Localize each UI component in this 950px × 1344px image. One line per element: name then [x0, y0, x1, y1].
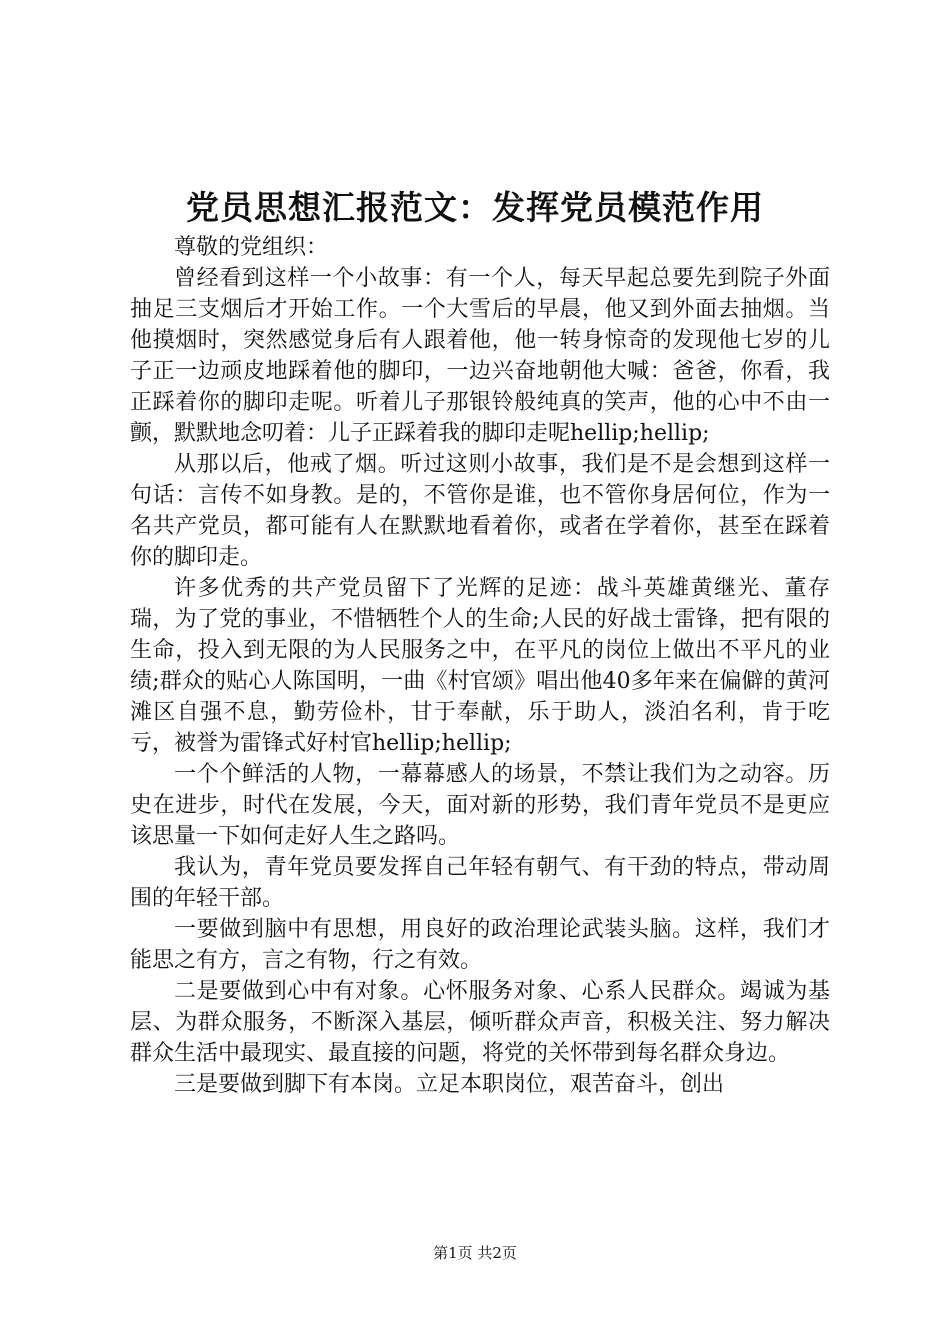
page-title: 党员思想汇报范文：发挥党员模范作用: [186, 188, 764, 227]
paragraph-1: 曾经看到这样一个小故事：有一个人，每天早起总要先到院子外面抽足三支烟后才开始工作。一个大雪后的早晨，他又到外面去抽烟。当他摸烟时，突然感觉身后有人跟着他，他一转身惊奇的发现他七岁的儿子正一边顽皮地踩着他的脚印，一边兴奋地朝他大喊：爸爸，你看，我正踩着你的脚印走呢。听着儿子那银铃般纯真的笑声，他的心中不由一颤，默默地念叨着：儿子正踩着我的脚印走呢hellip;hellip;: [130, 266, 830, 446]
paragraph-3: 许多优秀的共产党员留下了光辉的足迹：战斗英雄黄继光、董存瑞，为了党的事业，不惜牺牲个人的生命;人民的好战士雷锋，把有限的生命，投入到无限的为人民服务之中，在平凡的岗位上做出不平凡的业绩;群众的贴心人陈国明，一曲《村官颂》唱出他40多年来在偏僻的黄河滩区自强不息，勤劳俭朴，甘于奉献，乐于助人，淡泊名利，肯于吃亏，被誉为雷锋式好村官hellip;hellip;: [130, 576, 830, 756]
document-body: [130, 232, 830, 1100]
paragraph-6: 一要做到脑中有思想，用良好的政治理论武装头脑。这样，我们才能思之有方，言之有物，行之有效。: [130, 917, 830, 973]
paragraph-4: 一个个鲜活的人物，一幕幕感人的场景，不禁让我们为之动容。历史在进步，时代在发展，今天，面对新的形势，我们青年党员不是更应该思量一下如何走好人生之路吗。: [130, 762, 830, 849]
paragraph-2: 从那以后，他戒了烟。听过这则小故事，我们是不是会想到这样一句话：言传不如身教。是的，不管你是谁，也不管你身居何位，作为一名共产党员，都可能有人在默默地看着你，或者在学着你，甚至在踩着你的脚印走。: [130, 452, 830, 570]
salutation: 尊敬的党组织：: [174, 235, 329, 260]
paragraph-7: 二是要做到心中有对象。心怀服务对象、心系人民群众。竭诚为基层、为群众服务，不断深入基层，倾听群众声音，积极关注、努力解决群众生活中最现实、最直接的问题，将党的关怀带到每名群众身边。: [130, 979, 830, 1066]
paragraph-5: 我认为，青年党员要发挥自己年轻有朝气、有干劲的特点，带动周围的年轻干部。: [130, 855, 830, 911]
page-footer: 第1页 共2页: [433, 1244, 517, 1262]
paragraph-8: 三是要做到脚下有本岗。立足本职岗位，艰苦奋斗，创出: [174, 1072, 725, 1097]
